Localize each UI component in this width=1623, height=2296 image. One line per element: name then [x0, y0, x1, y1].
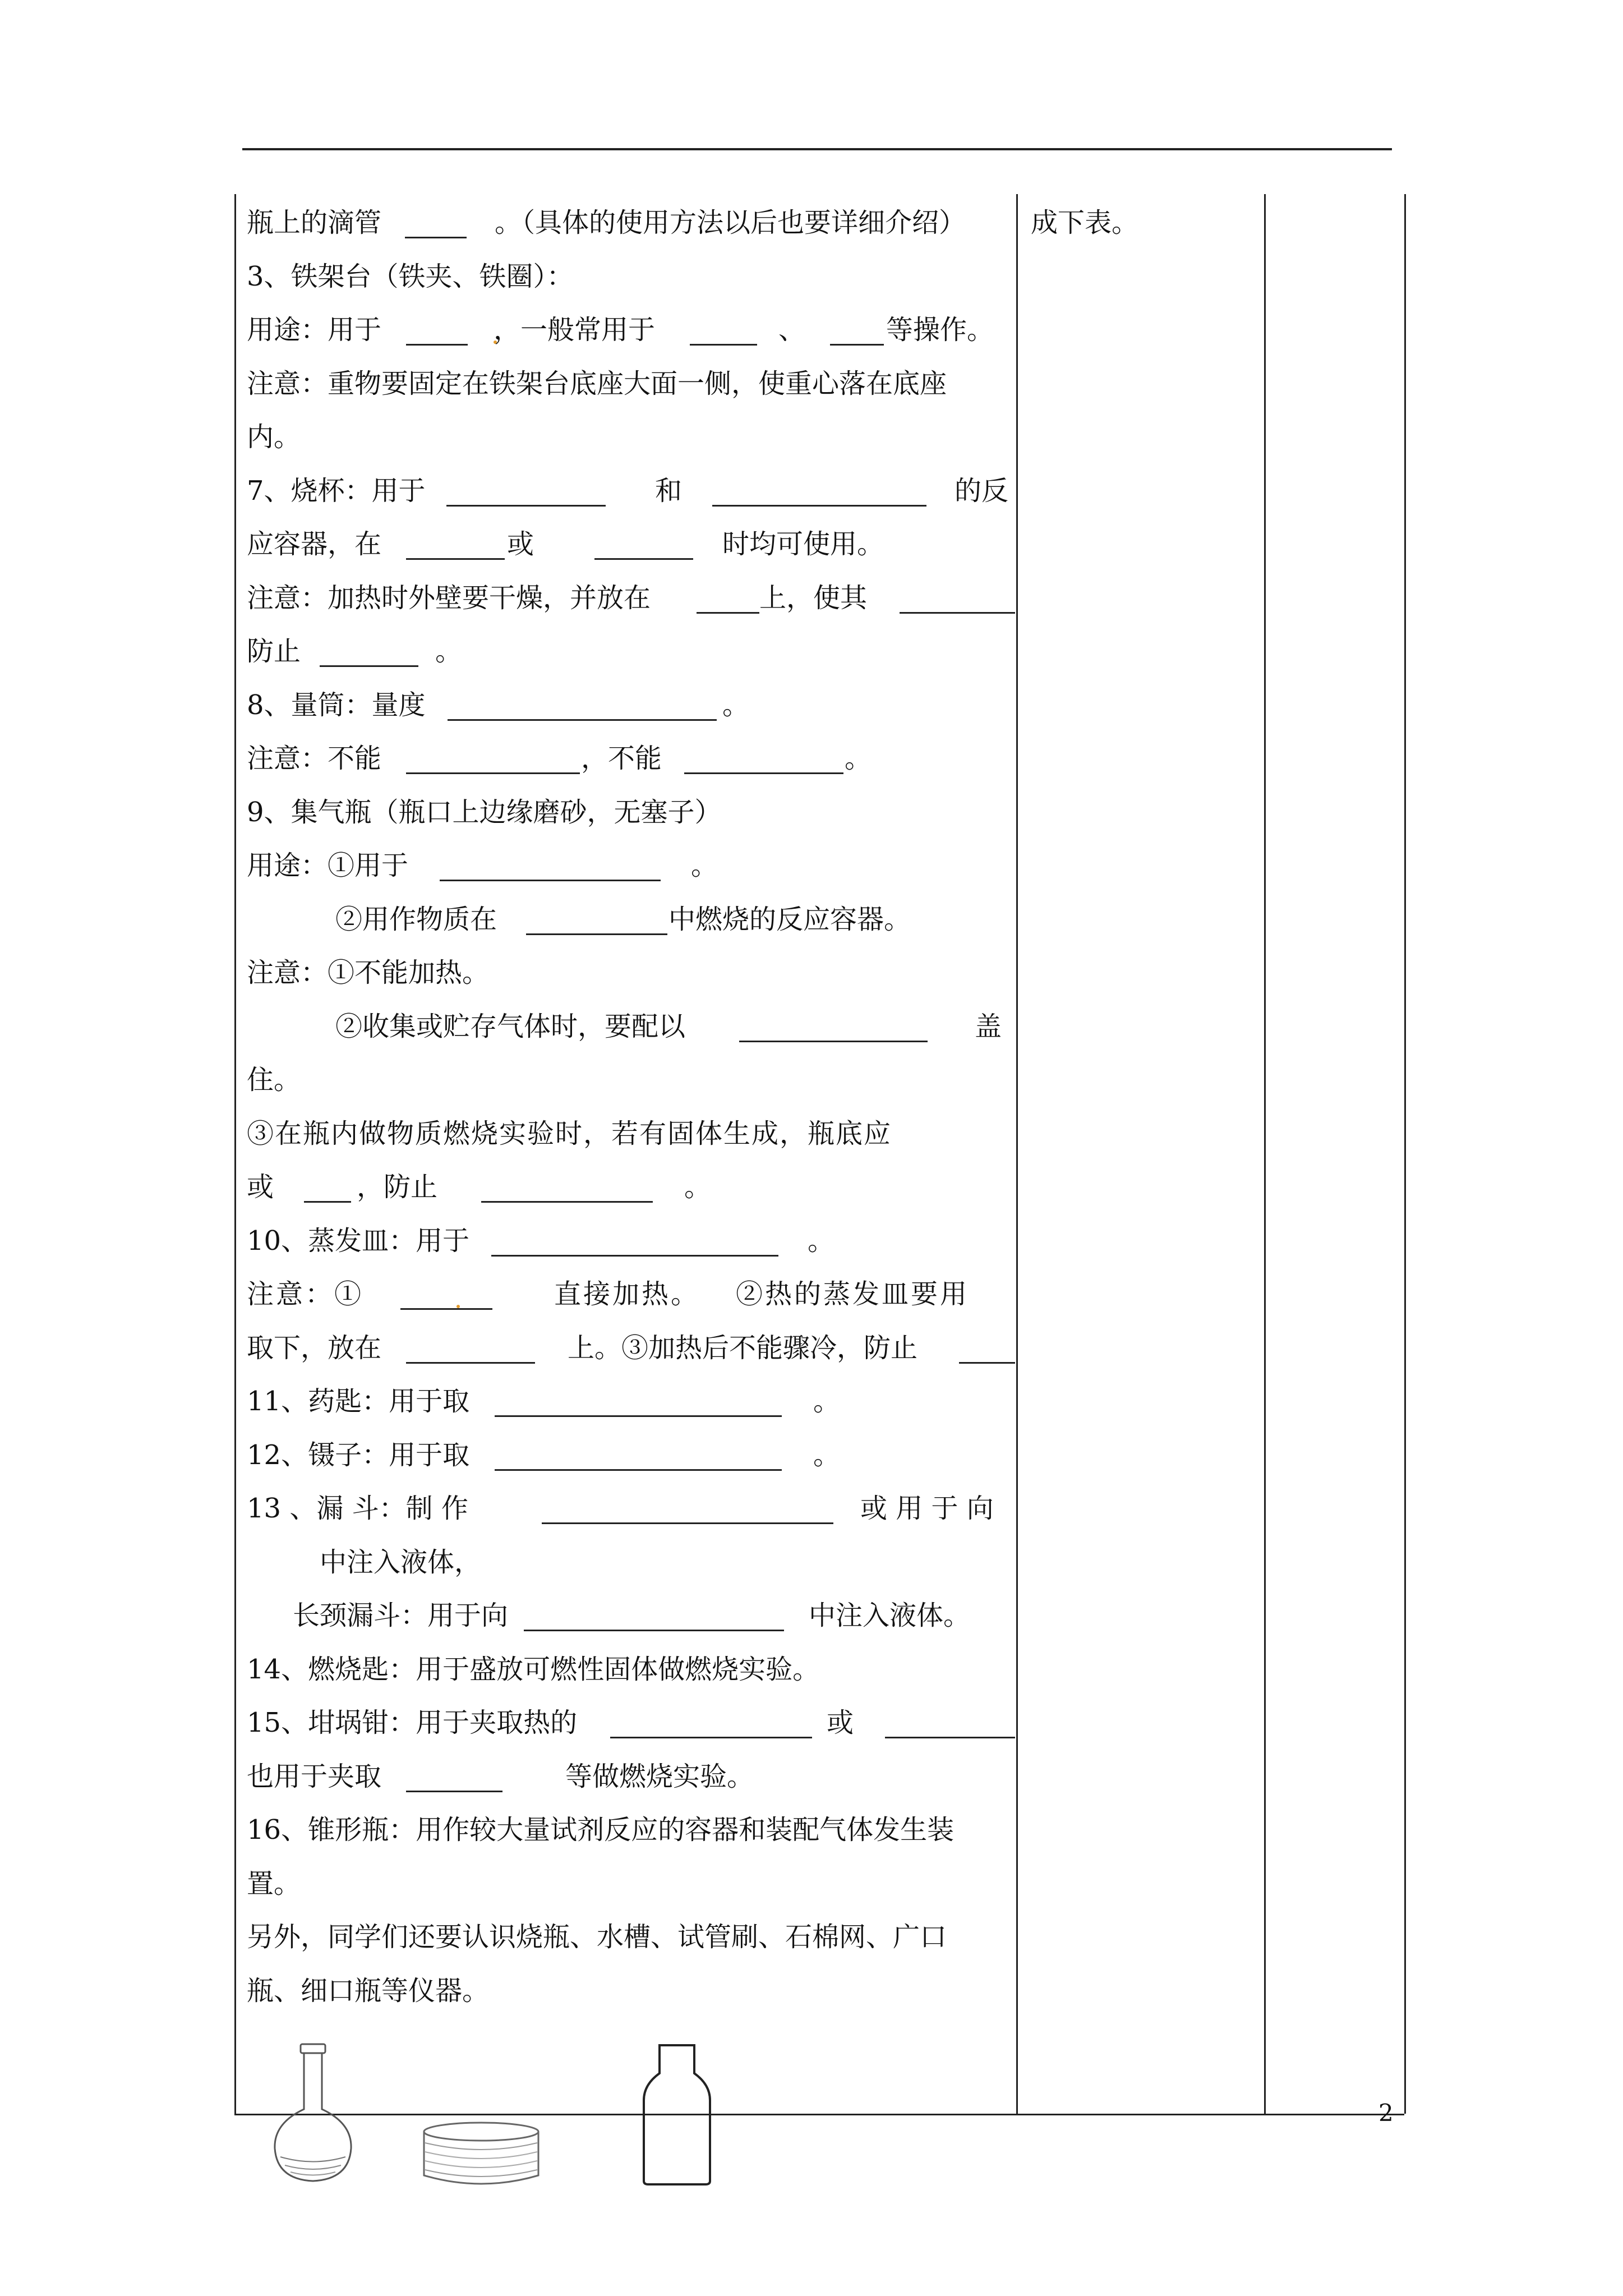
line-text: 中注入液体，	[320, 1546, 482, 1578]
line-text: 的反	[955, 475, 1009, 507]
text-line	[247, 572, 1015, 625]
line-text: 等做燃烧实验。	[565, 1760, 754, 1792]
line-text: 注意：①不能加热。	[247, 957, 490, 988]
line-text: 上，使其	[759, 582, 868, 614]
fill-blank	[406, 1362, 535, 1364]
line-text: 或	[247, 1171, 274, 1203]
line-text: 10、蒸发皿：用于	[247, 1225, 470, 1257]
line-text: 或 用 于 向	[860, 1493, 994, 1524]
line-text: ，不能	[581, 743, 662, 774]
line-text: 用途：①用于	[247, 850, 409, 881]
text-line	[247, 357, 1015, 411]
text-line	[247, 1214, 1015, 1268]
fill-blank	[400, 1308, 492, 1310]
line-text: 另外，同学们还要认识烧瓶、水槽、试管刷、石棉网、广口	[247, 1921, 947, 1953]
text-line	[247, 1589, 1015, 1643]
text-line	[247, 1857, 1015, 1911]
text-line	[247, 1964, 1015, 2018]
line-text: 注意：①	[247, 1278, 364, 1310]
text-line	[247, 732, 1015, 786]
text-line	[247, 625, 1015, 679]
line-text: 等操作。	[886, 314, 994, 346]
line-text: 住。	[247, 1064, 301, 1096]
line-text: 12、镊子：用于取	[247, 1439, 470, 1471]
line-text: 8、量筒：量度	[247, 689, 426, 721]
table-bottom-rule	[234, 2114, 1404, 2115]
text-line	[247, 1536, 1015, 1590]
fill-blank	[406, 772, 580, 774]
fill-blank	[491, 1255, 778, 1257]
line-text: 置。	[247, 1867, 301, 1899]
text-line	[247, 464, 1015, 518]
fill-blank	[448, 719, 717, 721]
line-text: 11、药匙：用于取	[247, 1386, 470, 1417]
evaporating-dish-icon	[421, 2119, 542, 2189]
line-text: 和	[655, 475, 683, 507]
fill-blank	[830, 344, 884, 346]
fill-blank	[684, 772, 843, 774]
line-text: 瓶、细口瓶等仪器。	[247, 1975, 490, 2007]
fill-blank	[526, 933, 667, 935]
text-line	[247, 839, 1015, 893]
fill-blank	[405, 237, 467, 238]
fill-blank	[594, 558, 693, 560]
text-line	[247, 518, 1015, 572]
fill-blank	[542, 1522, 833, 1524]
line-text: 注意：重物要固定在铁架台底座大面一侧，使重心落在底座	[247, 367, 947, 399]
fill-blank	[495, 1415, 782, 1417]
fill-blank	[446, 505, 606, 507]
line-text: 、	[778, 314, 806, 346]
line-text: ②热的蒸发皿要用	[736, 1278, 970, 1310]
line-text: 用途：用于	[247, 314, 382, 346]
fill-blank	[406, 344, 468, 346]
line-text: 注意：不能	[247, 743, 382, 774]
line-text: 应容器，在	[247, 528, 382, 560]
fill-blank	[712, 505, 926, 507]
fill-blank	[690, 344, 757, 346]
line-text: ③在瓶内做物质燃烧实验时，若有固体生成，瓶底应	[247, 1117, 892, 1149]
line-text: 。	[845, 743, 872, 774]
round-bottom-flask-icon	[268, 2042, 358, 2188]
line-text: 14、燃烧匙：用于盛放可燃性固体做燃烧实验。	[247, 1653, 820, 1685]
line-text: 16、锥形瓶：用作较大量试剂反应的容器和装配气体发生装	[247, 1814, 955, 1846]
text-line	[247, 679, 1015, 733]
fill-blank	[495, 1469, 782, 1471]
text-line	[247, 411, 1015, 464]
fill-blank	[739, 1041, 928, 1042]
page-number: 2	[1378, 2099, 1394, 2127]
line-text: 。	[808, 1225, 835, 1257]
line-text: 注意：加热时外壁要干燥，并放在	[247, 582, 651, 614]
line-text: 7、烧杯：用于	[247, 475, 426, 507]
text-line	[247, 893, 1015, 947]
fill-blank	[900, 612, 1015, 614]
text-line	[247, 1750, 1015, 1804]
orange-mark-icon	[457, 1305, 460, 1308]
text-line	[247, 1107, 1015, 1161]
line-text: 也用于夹取	[247, 1760, 382, 1792]
line-text: 。	[691, 850, 718, 881]
line-text: 直接加热。	[554, 1278, 700, 1310]
line-text: 长颈漏斗：用于向	[293, 1600, 509, 1631]
text-line	[247, 1643, 1015, 1697]
fill-blank	[959, 1362, 1015, 1364]
line-text: 瓶上的滴管	[247, 207, 382, 238]
line-text: ②收集或贮存气体时，要配以	[335, 1010, 686, 1042]
line-text: ，一般常用于	[494, 314, 656, 346]
text-line	[247, 786, 1015, 840]
line-text: 15、坩埚钳：用于夹取热的	[247, 1707, 578, 1738]
line-text: 3、铁架台（铁夹、铁圈）：	[247, 260, 574, 292]
gas-jar-icon	[640, 2042, 713, 2187]
fill-blank	[885, 1737, 1015, 1738]
line-text: 或	[507, 528, 534, 560]
text-line	[247, 1053, 1015, 1107]
column-divider-3	[1404, 194, 1406, 2114]
side-column-text: 成下表。	[1031, 207, 1139, 238]
fill-blank	[304, 1201, 351, 1203]
line-text: 。	[722, 689, 750, 721]
line-text: 。	[435, 636, 463, 667]
line-text: 9、集气瓶（瓶口上边缘磨砂，无塞子）	[247, 796, 722, 828]
line-text: 。	[813, 1439, 841, 1471]
text-line	[247, 1375, 1015, 1429]
line-text: 取下，放在	[247, 1332, 382, 1364]
text-line	[247, 1429, 1015, 1483]
line-text: 。	[684, 1171, 712, 1203]
text-line	[247, 1911, 1015, 1964]
text-line	[247, 1000, 1015, 1054]
text-line	[247, 1482, 1015, 1536]
header-rule	[242, 148, 1392, 150]
text-line	[247, 196, 1015, 250]
line-text: 内。	[247, 421, 301, 453]
text-line	[247, 1696, 1015, 1750]
text-line	[247, 1803, 1015, 1857]
line-text: ，防止	[357, 1171, 438, 1203]
line-text: 。	[813, 1386, 841, 1417]
line-text: 中燃烧的反应容器。	[668, 903, 911, 935]
line-text: 13 、漏 斗：制 作	[247, 1493, 468, 1524]
fill-blank	[440, 880, 661, 881]
line-text: ②用作物质在	[335, 903, 497, 935]
text-line	[247, 250, 1015, 304]
fill-blank	[524, 1630, 784, 1631]
line-text: 或	[827, 1707, 854, 1738]
text-line	[247, 1268, 1015, 1322]
fill-blank	[697, 612, 759, 614]
fill-blank	[481, 1201, 653, 1203]
column-divider-2	[1264, 194, 1266, 2114]
line-text: 中注入液体。	[809, 1600, 971, 1631]
line-text: 上。③加热后不能骤冷，防止	[568, 1332, 918, 1364]
line-text: 时均可使用。	[722, 528, 884, 560]
main-column	[247, 196, 1015, 2018]
fill-blank	[320, 665, 418, 667]
line-text: 。（具体的使用方法以后也要详细介绍）	[495, 207, 966, 238]
fill-blank	[406, 558, 505, 560]
text-line	[247, 1322, 1015, 1375]
fill-blank	[406, 1791, 502, 1792]
text-line	[247, 1161, 1015, 1214]
text-line	[247, 946, 1015, 1000]
fill-blank	[610, 1737, 812, 1738]
column-divider-1	[1016, 194, 1018, 2114]
line-text: 盖	[975, 1010, 1002, 1042]
line-text: 防止	[247, 636, 301, 667]
text-line	[247, 303, 1015, 357]
